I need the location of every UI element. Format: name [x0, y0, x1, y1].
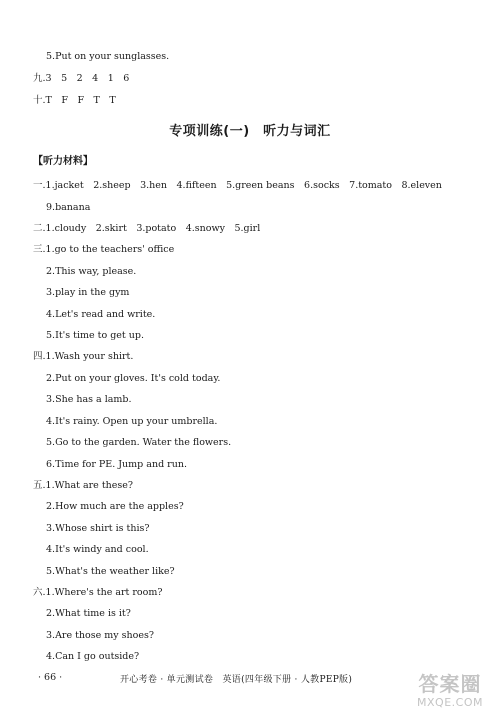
transcript-line: 2.What time is it? — [46, 608, 131, 619]
transcript-line: 4.It's windy and cool. — [46, 544, 149, 555]
answer-line: 十.T F F T T — [33, 95, 116, 106]
answer-line: 5.Put on your sunglasses. — [46, 51, 170, 62]
transcript-line: 二.1.cloudy 2.skirt 3.potato 4.snowy 5.girl — [33, 223, 261, 234]
transcript-line: 2.Put on your gloves. It's cold today. — [46, 373, 221, 384]
watermark-text: 答案圈 — [418, 672, 482, 696]
transcript-line: 4.It's rainy. Open up your umbrella. — [46, 416, 218, 427]
transcript-line: 5.It's time to get up. — [46, 330, 144, 341]
transcript-line: 6.Time for PE. Jump and run. — [46, 459, 187, 470]
watermark-logo — [404, 672, 496, 718]
transcript-line: 9.banana — [46, 202, 91, 213]
transcript-line: 2.This way, please. — [46, 266, 137, 277]
transcript-line: 六.1.Where's the art room? — [33, 587, 163, 598]
answer-line: 九.3 5 2 4 1 6 — [33, 73, 130, 84]
transcript-line: 4.Let's read and write. — [46, 309, 156, 320]
section-title: 专项训练(一) 听力与词汇 — [169, 124, 331, 139]
transcript-line: 三.1.go to the teachers' office — [33, 244, 175, 255]
transcript-line: 2.How much are the apples? — [46, 501, 184, 512]
transcript-line: 四.1.Wash your shirt. — [33, 351, 134, 362]
transcript-line: 3.play in the gym — [46, 287, 130, 298]
section-heading: 【听力材料】 — [33, 156, 93, 167]
transcript-line: 五.1.What are these? — [33, 480, 133, 491]
transcript-line: 一.1.jacket 2.sheep 3.hen 4.fifteen 5.green beans 6.socks 7.tomato 8.eleven — [33, 180, 442, 191]
transcript-line: 3.She has a lamb. — [46, 394, 132, 405]
transcript-line: 5.What's the weather like? — [46, 566, 175, 577]
transcript-line: 4.Can I go outside? — [46, 651, 140, 662]
transcript-line: 5.Go to the garden. Water the flowers. — [46, 437, 232, 448]
page-number: · 66 · — [38, 672, 63, 683]
transcript-line: 3.Are those my shoes? — [46, 630, 154, 641]
transcript-line: 3.Whose shirt is this? — [46, 523, 150, 534]
footer-book-title: 开心考卷 · 单元测试卷 英语(四年级下册 · 人教PEP版) — [120, 675, 353, 685]
watermark-url: MXQE.COM — [417, 696, 483, 709]
